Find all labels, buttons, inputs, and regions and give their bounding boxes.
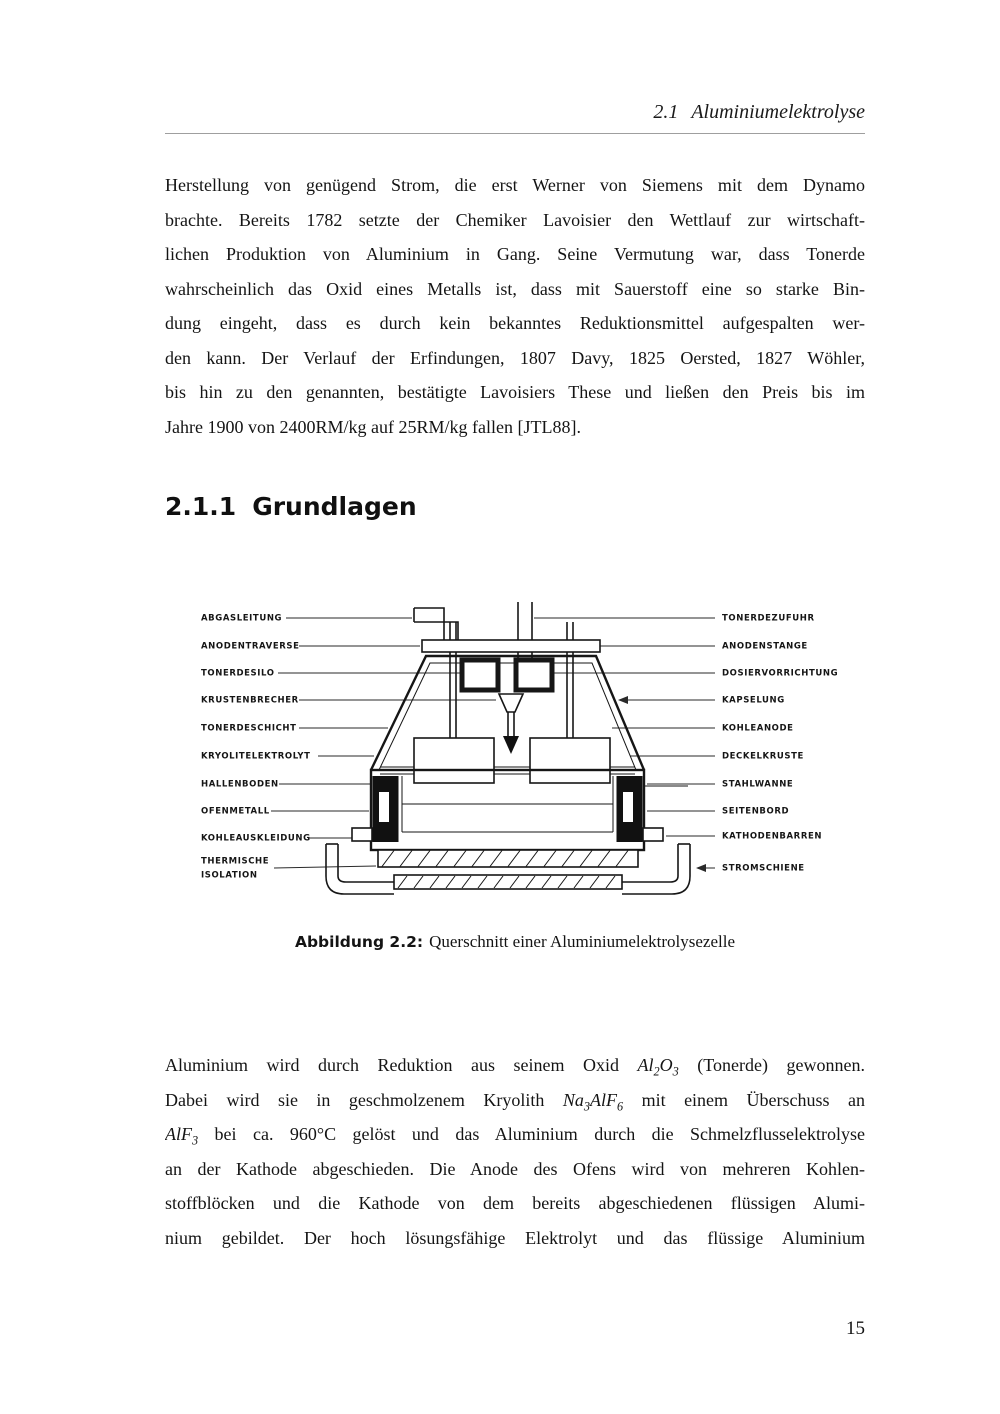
- text-segment: bei ca. 960°C gelöst und das Aluminium durch die Schmelzflusselektrolyse: [198, 1124, 865, 1144]
- paragraph-2: [165, 1048, 865, 1255]
- text-line: brachte. Bereits 1782 setzte der Chemiker Lavoisier den Wettlauf zur wirtschaft-: [165, 209, 865, 230]
- label-hallenboden: HALLENBODEN: [201, 779, 279, 790]
- text-line: dung eingeht, dass es durch kein bekanntes Reduktionsmittel aufgespalten wer-: [165, 313, 865, 333]
- arrowhead-stromschiene: [696, 864, 706, 872]
- formula-al2o3: $Al_2O_3$: [637, 1055, 679, 1079]
- label-isolation: ISOLATION: [201, 870, 258, 881]
- cathode-bar-left: [352, 828, 372, 841]
- text-line: [165, 1083, 865, 1118]
- section-heading-title: Grundlagen: [252, 492, 417, 521]
- text-line: [165, 1117, 865, 1152]
- diagram-labels-right: [722, 614, 838, 874]
- crust-breaker-chisel: [503, 712, 519, 754]
- figure-caption-text: Querschnitt einer Aluminiumelektrolysezelle: [429, 932, 736, 951]
- section-heading-number: 2.1.1: [165, 492, 237, 521]
- alumina-silo-left: [462, 660, 498, 690]
- text-line: lichen Produktion von Aluminium in Gang. Seine Vermutung war, dass Tonerde: [165, 244, 865, 264]
- label-seitenbord: SEITENBORD: [722, 806, 790, 817]
- text-segment: Dabei wird sie in geschmolzenem Kryolith: [165, 1089, 563, 1110]
- page-number: 15: [846, 1318, 865, 1339]
- text-line: den kann. Der Verlauf der Erfindungen, 1807 Davy, 1825 Oersted, 1827 Wöhler,: [165, 347, 865, 368]
- text-line: nium gebildet. Der hoch lösungsfähige Elektrolyt und das flüssige Aluminium: [165, 1227, 865, 1248]
- text-line: bis hin zu den genannten, bestätigte Lavoisiers These und ließen den Preis bis im: [165, 382, 865, 402]
- label-kohleanode: KOHLEANODE: [722, 723, 794, 734]
- text-line: Herstellung von genügend Strom, die erst Werner von Siemens mit dem Dynamo: [165, 175, 865, 195]
- figure-caption-label: Abbildung 2.2:: [294, 933, 424, 951]
- dosing-funnel: [499, 694, 523, 712]
- label-krustenbrecher: KRUSTENBRECHER: [201, 695, 299, 706]
- figure: [166, 598, 841, 915]
- thermal-insulation-slab: [378, 850, 638, 867]
- exhaust-pipe: [414, 608, 458, 640]
- label-kryolitelektrolyt: KRYOLITELEKTROLYT: [201, 751, 311, 762]
- label-tonerdezufuhr: TONERDEZUFUHR: [722, 613, 815, 624]
- text-line: stoffblöcken und die Kathode von dem bereits abgeschiedenen flüssigen Alumi-: [165, 1193, 865, 1213]
- label-stromschiene: STROMSCHIENE: [722, 863, 805, 874]
- label-kapselung: KAPSELUNG: [722, 695, 785, 706]
- label-deckelkruste: DECKELKRUSTE: [722, 751, 804, 762]
- text-segment: Aluminium wird durch Reduktion aus seinem Oxid: [165, 1055, 638, 1075]
- running-header-section-title: Aluminiumelektrolyse: [691, 101, 865, 123]
- diagram-labels-left: [201, 614, 311, 881]
- text-segment: mit einem Überschuss an: [623, 1089, 865, 1110]
- text-line: [165, 1048, 865, 1083]
- running-header: [165, 101, 865, 124]
- label-kohleauskleidung: KOHLEAUSKLEIDUNG: [201, 833, 311, 844]
- cathode-bar-right: [643, 828, 663, 841]
- label-kathodenbarren: KATHODENBARREN: [722, 831, 823, 842]
- metal-and-lining-lines: [402, 776, 613, 832]
- label-anodenstange: ANODENSTANGE: [722, 641, 808, 652]
- carbon-anode-right: [530, 738, 610, 783]
- carbon-anode-left: [414, 738, 494, 783]
- section-heading: [165, 492, 417, 521]
- label-abgasleitung: ABGASLEITUNG: [201, 613, 283, 624]
- label-dosiervorrichtung: DOSIERVORRICHTUNG: [722, 668, 839, 679]
- text-line: Jahre 1900 von 2400RM/kg auf 25RM/kg fallen [JTL88].: [165, 416, 581, 437]
- arrowhead-kapselung: [618, 696, 628, 704]
- text-line: an der Kathode abgeschieden. Die Anode des Ofens wird von mehreren Kohlen-: [165, 1158, 865, 1179]
- label-stahlwanne: STAHLWANNE: [722, 779, 794, 790]
- text-line: wahrscheinlich das Oxid eines Metalls ist, dass mit Sauerstoff eine so starke Bin-: [165, 278, 865, 299]
- electrolysis-cell-diagram: [166, 598, 841, 910]
- label-ofenmetall: OFENMETALL: [201, 806, 270, 817]
- paragraph-1: [165, 168, 865, 444]
- figure-caption: [165, 932, 865, 952]
- label-tonerdesilo: TONERDESILO: [201, 668, 275, 679]
- running-header-section-number: 2.1: [653, 101, 679, 123]
- formula-na3alf6: $Na_3AlF_6$: [562, 1089, 624, 1114]
- label-anodentraverse: ANODENTRAVERSE: [201, 641, 300, 652]
- label-thermische: THERMISCHE: [201, 856, 270, 867]
- formula-alf3: AlF$_3$: [165, 1124, 199, 1148]
- anode-traverse-beam: [422, 640, 600, 652]
- alumina-silo-right: [516, 660, 552, 690]
- header-rule: [165, 133, 865, 134]
- label-tonerdeschicht: TONERDESCHICHT: [201, 723, 297, 734]
- text-segment: (Tonerde) gewonnen.: [678, 1055, 865, 1075]
